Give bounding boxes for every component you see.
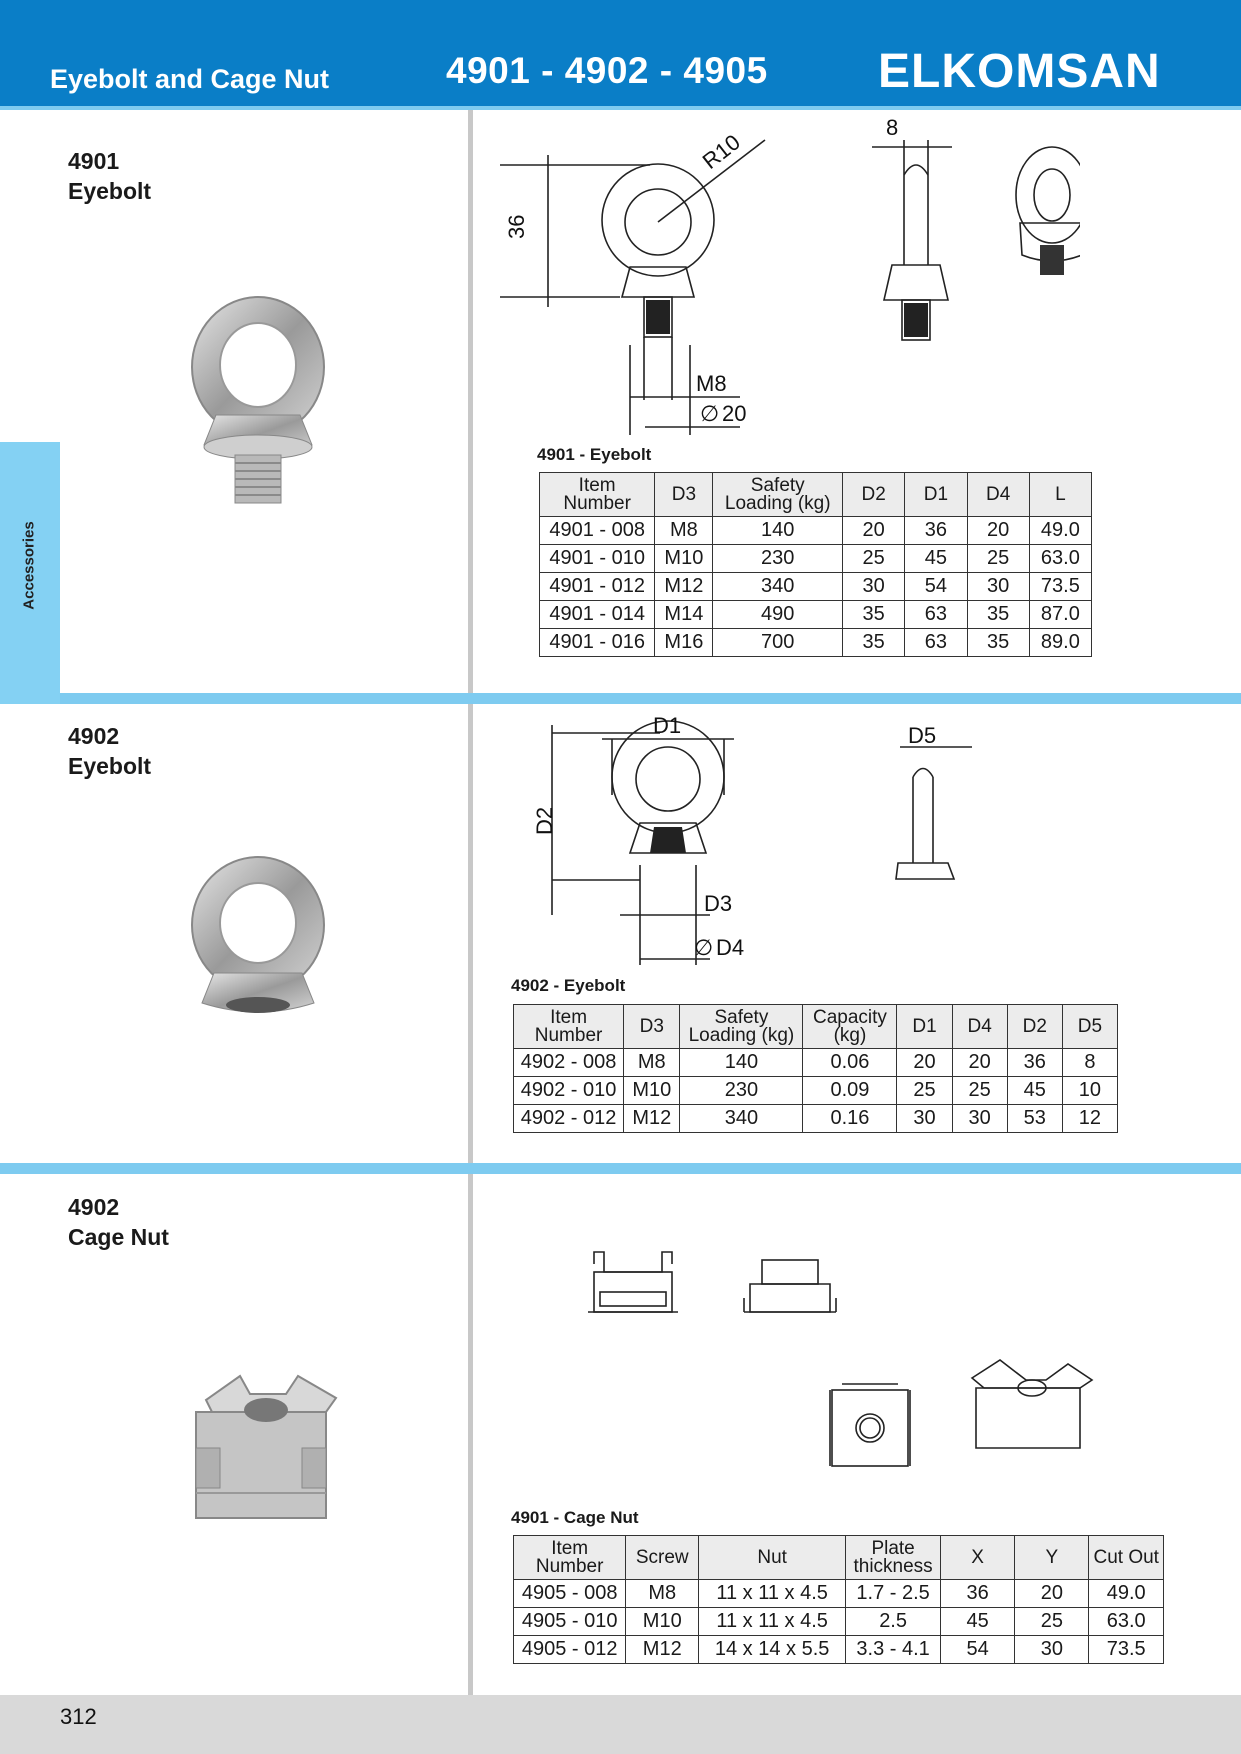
table-cell: 45: [941, 1608, 1015, 1636]
table-cell: 4902 - 008: [514, 1049, 624, 1077]
table-cell: 4905 - 012: [514, 1636, 626, 1664]
table-cell: M12: [655, 573, 713, 601]
dim-d2-label: D2: [532, 806, 557, 835]
header-product-codes: 4901 - 4902 - 4905: [446, 50, 768, 91]
column-header: Cut Out: [1089, 1536, 1164, 1580]
column-header: D1: [905, 473, 967, 517]
table-cell: 35: [967, 629, 1029, 657]
column-header: Nut: [699, 1536, 846, 1580]
brand-logo-text: ELKOMSAN: [878, 45, 1161, 98]
section-title-4901: [68, 146, 151, 206]
table-cell: 36: [1007, 1049, 1062, 1077]
table-cell: 12: [1062, 1105, 1117, 1133]
table-cell: 4901 - 010: [540, 545, 655, 573]
table-cell: M14: [655, 601, 713, 629]
table-body: [514, 1049, 1118, 1133]
spec-table-4901: [539, 472, 1092, 657]
table-cell: 700: [713, 629, 843, 657]
table-caption-cage-nut: 4901 - Cage Nut: [511, 1508, 639, 1527]
product-name: Eyebolt: [68, 178, 152, 204]
dim-thread-label: M8: [696, 371, 727, 396]
table-cell: 20: [843, 517, 905, 545]
column-header: L: [1029, 473, 1091, 517]
table-row: [540, 629, 1092, 657]
table-cell: 340: [713, 573, 843, 601]
table-cell: 49.0: [1089, 1580, 1164, 1608]
table-cell: 2.5: [846, 1608, 941, 1636]
table-cell: 140: [680, 1049, 803, 1077]
table-cell: 4905 - 010: [514, 1608, 626, 1636]
table-cell: 20: [897, 1049, 952, 1077]
product-code: 4902: [68, 1194, 120, 1220]
section-separator: [0, 693, 1241, 704]
table-row: [514, 1105, 1118, 1133]
table-cell: M16: [655, 629, 713, 657]
section-title-4902-eyebolt: [68, 721, 151, 781]
table-cell: 63.0: [1029, 545, 1091, 573]
table-cell: 45: [905, 545, 967, 573]
table-row: [514, 1608, 1164, 1636]
header-subtitle: Eyebolt and Cage Nut: [50, 64, 330, 94]
dim-diameter-symbol: ∅: [694, 935, 714, 960]
table-cell: 230: [680, 1077, 803, 1105]
spec-table-cage-nut: [513, 1535, 1164, 1664]
column-header: D3: [624, 1005, 680, 1049]
product-code: 4901: [68, 148, 120, 174]
table-cell: 20: [967, 517, 1029, 545]
column-header: D2: [843, 473, 905, 517]
table-cell: 54: [905, 573, 967, 601]
eyebolt-4901-photo: [180, 295, 340, 510]
table-cell: 35: [843, 629, 905, 657]
table-cell: M10: [624, 1077, 680, 1105]
column-header: D1: [897, 1005, 952, 1049]
column-header: Safety Loading (kg): [680, 1005, 803, 1049]
table-cell: 49.0: [1029, 517, 1091, 545]
section-title-cage-nut: [68, 1192, 169, 1252]
dim-diameter-symbol: ∅: [700, 401, 720, 426]
page-number: 312: [60, 1704, 97, 1729]
table-cell: 30: [1015, 1636, 1089, 1664]
table-cell: 25: [843, 545, 905, 573]
column-header: Safety Loading (kg): [713, 473, 843, 517]
table-body: [514, 1580, 1164, 1664]
table-cell: 73.5: [1089, 1636, 1164, 1664]
table-cell: 14 x 14 x 5.5: [699, 1636, 846, 1664]
table-cell: 25: [952, 1077, 1007, 1105]
table-cell: 4901 - 014: [540, 601, 655, 629]
table-cell: M8: [626, 1580, 699, 1608]
column-header: Item Number: [540, 473, 655, 517]
table-cell: M8: [655, 517, 713, 545]
table-row: [540, 573, 1092, 601]
table-row: [514, 1636, 1164, 1664]
eyebolt-4902-photo: [180, 855, 340, 1015]
column-header: Item Number: [514, 1536, 626, 1580]
table-cell: 63: [905, 601, 967, 629]
dim-d1-label: D1: [653, 715, 682, 738]
table-cell: 63.0: [1089, 1608, 1164, 1636]
column-header: Item Number: [514, 1005, 624, 1049]
table-row: [540, 601, 1092, 629]
table-cell: 8: [1062, 1049, 1117, 1077]
table-body: [540, 517, 1092, 657]
table-cell: 63: [905, 629, 967, 657]
table-cell: 35: [967, 601, 1029, 629]
table-cell: 73.5: [1029, 573, 1091, 601]
dim-diameter-label: 20: [722, 401, 747, 426]
table-cell: 20: [952, 1049, 1007, 1077]
table-cell: 87.0: [1029, 601, 1091, 629]
table-cell: M10: [655, 545, 713, 573]
table-cell: 0.16: [803, 1105, 897, 1133]
table-cell: 4901 - 008: [540, 517, 655, 545]
table-cell: 30: [897, 1105, 952, 1133]
dim-radius-label: R10: [697, 129, 745, 174]
table-cell: 4901 - 016: [540, 629, 655, 657]
table-cell: M12: [624, 1105, 680, 1133]
table-cell: M8: [624, 1049, 680, 1077]
dim-d3-label: D3: [704, 891, 733, 916]
column-header: D2: [1007, 1005, 1062, 1049]
table-row: [514, 1049, 1118, 1077]
eyebolt-4901-technical-drawing: [500, 115, 1080, 435]
table-cell: 4905 - 008: [514, 1580, 626, 1608]
section-separator: [0, 1163, 1241, 1174]
table-cell: 25: [897, 1077, 952, 1105]
table-cell: 25: [1015, 1608, 1089, 1636]
product-name: Cage Nut: [68, 1224, 169, 1250]
table-cell: 25: [967, 545, 1029, 573]
table-cell: 36: [941, 1580, 1015, 1608]
table-cell: 490: [713, 601, 843, 629]
product-code: 4902: [68, 723, 120, 749]
table-cell: 11 x 11 x 4.5: [699, 1608, 846, 1636]
table-cell: 1.7 - 2.5: [846, 1580, 941, 1608]
table-cell: 36: [905, 517, 967, 545]
table-cell: 89.0: [1029, 629, 1091, 657]
product-name: Eyebolt: [68, 753, 152, 779]
side-category-tab[interactable]: [0, 442, 60, 704]
side-tab-label: Accessories: [20, 521, 38, 610]
table-cell: 230: [713, 545, 843, 573]
table-cell: 140: [713, 517, 843, 545]
page-footer: [0, 1695, 1241, 1754]
table-caption-4901: 4901 - Eyebolt: [537, 445, 652, 464]
table-row: [514, 1077, 1118, 1105]
spec-table-4902: [513, 1004, 1118, 1133]
column-header: D3: [655, 473, 713, 517]
header-underline: [0, 106, 1241, 110]
table-row: [514, 1580, 1164, 1608]
page-header: [0, 0, 1241, 110]
dim-d4-label: D4: [716, 935, 745, 960]
table-cell: 30: [952, 1105, 1007, 1133]
table-cell: 11 x 11 x 4.5: [699, 1580, 846, 1608]
table-cell: 20: [1015, 1580, 1089, 1608]
table-cell: 30: [967, 573, 1029, 601]
table-cell: 53: [1007, 1105, 1062, 1133]
table-cell: 4901 - 012: [540, 573, 655, 601]
cage-nut-photo: [186, 1368, 346, 1528]
table-row: [540, 545, 1092, 573]
table-cell: 0.09: [803, 1077, 897, 1105]
table-cell: 35: [843, 601, 905, 629]
column-header: D4: [952, 1005, 1007, 1049]
cage-nut-technical-drawings: [580, 1248, 1100, 1468]
table-cell: 54: [941, 1636, 1015, 1664]
column-header: Capacity (kg): [803, 1005, 897, 1049]
column-header: X: [941, 1536, 1015, 1580]
table-cell: 10: [1062, 1077, 1117, 1105]
column-header: D5: [1062, 1005, 1117, 1049]
table-cell: M10: [626, 1608, 699, 1636]
column-divider: [468, 1174, 473, 1695]
column-divider: [468, 704, 473, 1163]
column-header: Y: [1015, 1536, 1089, 1580]
table-cell: M12: [626, 1636, 699, 1664]
column-header: D4: [967, 473, 1029, 517]
table-cell: 45: [1007, 1077, 1062, 1105]
table-cell: 4902 - 012: [514, 1105, 624, 1133]
dim-d5-label: D5: [908, 723, 937, 748]
column-header: Screw: [626, 1536, 699, 1580]
dim-height-label: 36: [504, 214, 529, 239]
column-divider: [468, 110, 473, 693]
table-cell: 340: [680, 1105, 803, 1133]
dim-width-label: 8: [886, 115, 899, 140]
table-caption-4902: 4902 - Eyebolt: [511, 976, 626, 995]
table-cell: 0.06: [803, 1049, 897, 1077]
table-row: [540, 517, 1092, 545]
table-cell: 3.3 - 4.1: [846, 1636, 941, 1664]
table-cell: 30: [843, 573, 905, 601]
eyebolt-4902-technical-drawing: [520, 715, 1000, 975]
table-cell: 4902 - 010: [514, 1077, 624, 1105]
column-header: Plate thickness: [846, 1536, 941, 1580]
